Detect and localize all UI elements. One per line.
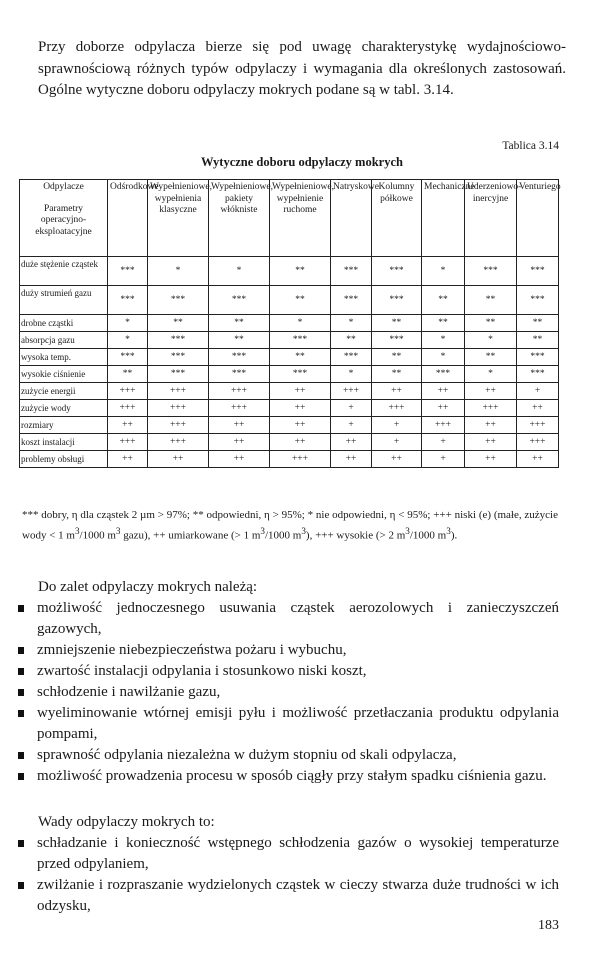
table-row [20,400,559,417]
table-cell: +++ [148,434,209,451]
column-header: Odśrodkowe [108,180,148,257]
table-cell: *** [148,332,209,349]
footnote-sup: 3 [301,525,306,536]
table-footnote [22,508,558,544]
table-cell: *** [209,366,270,383]
list-item-text: zwartość instalacji odpylania i stosunkowo niski koszt, [37,663,367,679]
table-cell: *** [517,366,559,383]
list-item [18,766,559,787]
footnote-part: *** dobry, η dla cząstek 2 µm > 97%; ** odpowiedni, η > 95%; * nie odpowiedni, η < 95%; +++ niski (e) (małe, zużycie wody < 1 m [22,509,558,542]
table-cell: +++ [331,383,372,400]
table-cell: ++ [331,434,372,451]
row-label: duże stężenie cząstek [20,257,108,286]
advantages-lead: Do zalet odpylaczy mokrych należą: [38,579,258,595]
table-cell: *** [372,257,422,286]
table-cell: +++ [517,417,559,434]
table-header-row [20,180,559,257]
list-item [18,661,559,682]
table-cell: ** [108,366,148,383]
guidelines-table [19,179,559,468]
table-cell: *** [209,349,270,366]
table-cell: ++ [517,451,559,468]
table-cell: * [148,257,209,286]
list-item [18,833,559,875]
table-cell: ++ [422,383,465,400]
table-cell: ** [372,315,422,332]
square-bullet-icon [18,773,24,780]
table-cell: *** [517,257,559,286]
table-cell: ** [517,315,559,332]
table-row [20,286,559,315]
row-label: wysokie ciśnienie [20,366,108,383]
list-item-text: możliwość prowadzenia procesu w sposób ciągły przy stałym spadku ciśnienia gazu. [37,768,547,784]
row-label: duży strumień gazu [20,286,108,315]
table-cell: *** [331,257,372,286]
table-cell: ++ [108,417,148,434]
footnote-part: /1000 m [409,529,447,542]
table-cell: ** [270,286,331,315]
table-cell: ++ [108,451,148,468]
table-cell: +++ [148,400,209,417]
square-bullet-icon [18,689,24,696]
column-header: Uderzeniowo-inercyjne [465,180,517,257]
table-cell: *** [148,286,209,315]
square-bullet-icon [18,882,24,889]
table-cell: ++ [465,451,517,468]
table-cell: + [422,434,465,451]
table-cell: ++ [270,417,331,434]
table-cell: ++ [372,451,422,468]
table-row [20,315,559,332]
square-bullet-icon [18,752,24,759]
table-row [20,257,559,286]
table-cell: ** [372,349,422,366]
table-cell: * [209,257,270,286]
corner-bottom-label: Parametry operacyjno-eksploatacyjne [35,203,92,237]
square-bullet-icon [18,710,24,717]
row-label: rozmiary [20,417,108,434]
table-cell: * [108,332,148,349]
table-cell: +++ [270,451,331,468]
square-bullet-icon [18,840,24,847]
table-cell: * [331,366,372,383]
table-cell: +++ [108,400,148,417]
column-header: Natryskowe [331,180,372,257]
table-cell: +++ [372,400,422,417]
table-cell: ** [148,315,209,332]
table-row [20,434,559,451]
table-cell: *** [331,349,372,366]
table-cell: ** [422,286,465,315]
table-cell: +++ [148,417,209,434]
footnote-sup: 3 [115,525,121,536]
list-item-text: zmniejszenie niebezpieczeństwa pożaru i wybuchu, [37,642,347,658]
table-corner-header [20,180,108,257]
table-cell: +++ [465,400,517,417]
table-cell: *** [148,349,209,366]
table-cell: + [331,400,372,417]
list-item-text: schładzanie i konieczność wstępnego schłodzenia gazów o wysokiej temperaturze przed odpylaniem, [37,835,559,872]
table-cell: *** [372,286,422,315]
column-header: Venturiego [517,180,559,257]
footnote-part: /1000 m [79,529,116,542]
row-label: drobne cząstki [20,315,108,332]
list-item [18,703,559,745]
table-cell: *** [465,257,517,286]
list-item [18,745,559,766]
table-cell: +++ [422,417,465,434]
footnote-part: gazu), ++ umiarkowane (> 1 m [120,529,261,542]
table-cell: ** [209,332,270,349]
row-label: wysoka temp. [20,349,108,366]
page-number: 183 [538,918,559,933]
table-cell: ++ [270,400,331,417]
table-cell: * [331,315,372,332]
table-cell: * [422,257,465,286]
column-header: Mechaniczne [422,180,465,257]
table-title: Wytyczne doboru odpylaczy mokrych [201,155,403,169]
row-label: absorpcja gazu [20,332,108,349]
square-bullet-icon [18,647,24,654]
table-cell: ++ [209,417,270,434]
footnote-sup: 3 [446,525,451,536]
table-cell: ** [517,332,559,349]
footnote-sup: 3 [74,525,80,536]
column-header: Wypełnieniowe, pakiety włókniste [209,180,270,257]
row-label: problemy obsługi [20,451,108,468]
table-cell: * [270,315,331,332]
table-cell: +++ [517,434,559,451]
table-cell: * [465,366,517,383]
table-cell: ++ [331,451,372,468]
list-item-text: sprawność odpylania niezależna w dużym stopniu od skali odpylacza, [37,747,457,763]
list-item [18,598,559,640]
table-cell: * [465,332,517,349]
table-row [20,383,559,400]
table-cell: ** [209,315,270,332]
column-header: Wypełnieniowe, wypełnienia klasyczne [148,180,209,257]
square-bullet-icon [18,605,24,612]
table-cell: ** [270,349,331,366]
table-cell: *** [517,286,559,315]
table-cell: +++ [209,400,270,417]
list-item [18,682,559,703]
disadvantages-list [18,833,559,917]
footnote-sup: 3 [260,525,265,536]
table-cell: + [517,383,559,400]
table-cell: + [372,434,422,451]
table-cell: ++ [465,383,517,400]
list-item-text: możliwość jednoczesnego usuwania cząstek aerozolowych i zanieczyszczeń gazowych, [37,600,559,637]
table-body [20,257,559,468]
table-row [20,366,559,383]
table-cell: +++ [209,383,270,400]
table-cell: ++ [465,417,517,434]
table-row [20,349,559,366]
table-cell: * [422,332,465,349]
list-item [18,875,559,917]
table-cell: ** [422,315,465,332]
disadvantages-lead: Wady odpylaczy mokrych to: [38,814,215,830]
table-cell: ++ [517,400,559,417]
table-cell: ** [331,332,372,349]
table-cell: *** [270,366,331,383]
square-bullet-icon [18,668,24,675]
table-cell: *** [209,286,270,315]
table-cell: *** [108,257,148,286]
row-label: zużycie wody [20,400,108,417]
table-cell: * [422,349,465,366]
footnote-part: ), +++ wysokie (> 2 m [305,529,406,542]
footnote-sup: 3 [405,525,410,536]
row-label: koszt instalacji [20,434,108,451]
table-cell: +++ [108,383,148,400]
list-item-text: schłodzenie i nawilżanie gazu, [37,684,221,700]
table-cell: ++ [209,451,270,468]
table-cell: *** [372,332,422,349]
table-cell: + [331,417,372,434]
table-cell: ** [465,286,517,315]
table-cell: ++ [372,383,422,400]
footnote-part: ). [450,529,458,542]
table-row [20,417,559,434]
table-cell: *** [108,286,148,315]
table-cell: + [372,417,422,434]
table-cell: ++ [422,400,465,417]
table-cell: ** [465,315,517,332]
column-header: Kolumny półkowe [372,180,422,257]
list-item-text: wyeliminowanie wtórnej emisji pyłu i możliwość przetłaczania produktu odpylania pompami, [37,705,559,742]
table-cell: * [108,315,148,332]
table-cell: ** [465,349,517,366]
row-label: zużycie energii [20,383,108,400]
table-cell: *** [422,366,465,383]
table-row [20,332,559,349]
table-cell: *** [270,332,331,349]
footnote-part: /1000 m [264,529,302,542]
list-item [18,640,559,661]
column-header: Wypełnieniowe, wypełnienie ruchome [270,180,331,257]
table-cell: ++ [270,383,331,400]
table-cell: ** [270,257,331,286]
table-row [20,451,559,468]
table-cell: *** [331,286,372,315]
advantages-list [18,598,559,787]
intro-paragraph: Przy doborze odpylacza bierze się pod uwagę charakterystykę wydajnościowo-sprawnościową różnych typów odpylaczy i wymagania dla określonych zastosowań. Ogólne wytyczne doboru odpylaczy mokrych podane są w tabl. 3.14. [38,39,566,98]
table-cell: + [422,451,465,468]
table-cell: ++ [148,451,209,468]
table-cell: +++ [108,434,148,451]
table-cell: *** [148,366,209,383]
table-cell: *** [108,349,148,366]
table-number: Tablica 3.14 [502,140,559,152]
table-cell: *** [517,349,559,366]
table-cell: ** [372,366,422,383]
table-cell: ++ [209,434,270,451]
corner-top-label: Odpylacze [43,182,84,192]
table-cell: +++ [148,383,209,400]
table-cell: ++ [465,434,517,451]
list-item-text: zwilżanie i rozpraszanie wydzielonych cząstek w cieczy stwarza duże trudności w ich odzysku, [37,877,559,914]
table-cell: ++ [270,434,331,451]
